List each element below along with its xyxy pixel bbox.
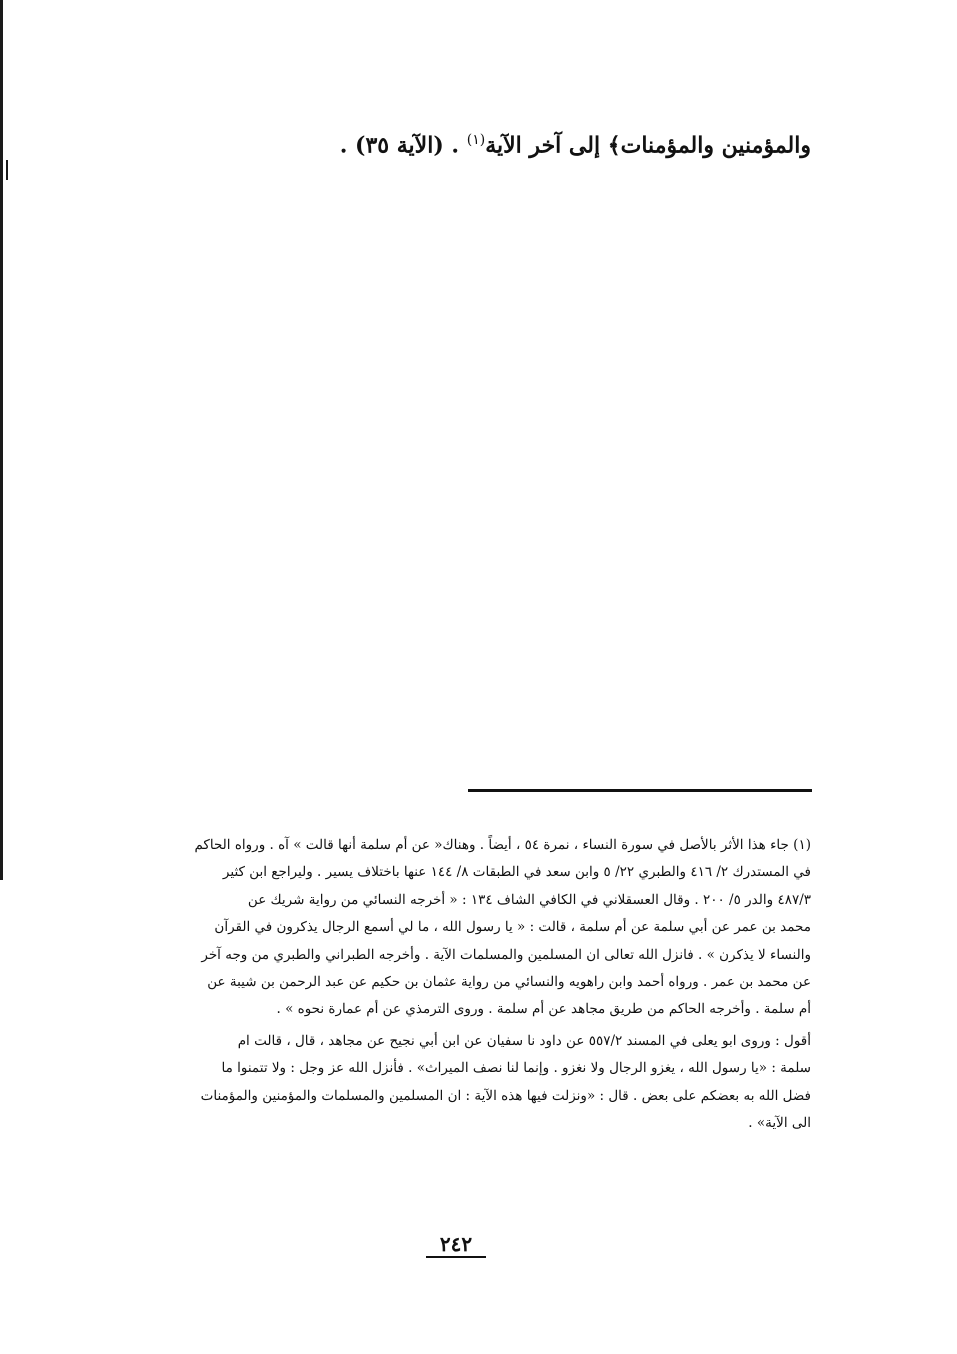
verse-text: والمؤمنين والمؤمنات﴾ إلى آخر الآية	[485, 132, 811, 159]
main-verse-line	[251, 120, 811, 165]
commentary-line: فضل الله به بعضكم على بعض . قال : «ونزلت فيها هذه الآية : ان المسلمين والمسلمات والمؤمنين والمؤمنات	[200, 1087, 811, 1104]
commentary-line: سلمة : «يا رسول الله ، يغزو الرجال ولا نغزو . وإنما لنا نصف الميراث» . فأنزل الله عز وجل : ولا تتمنوا ما	[221, 1060, 811, 1077]
footnote-separator-rule	[468, 789, 812, 792]
footnote-line: في المستدرك ٢/ ٤١٦ والطبري ٢٢/ ٥ وابن سعد في الطبقات ٨/ ١٤٤ عنها باختلاف يسير . وليراجع ابن كثير	[222, 864, 811, 881]
footnotes-block	[121, 832, 811, 1137]
page-number: ٢٤٢	[426, 1232, 486, 1258]
footnote-line: عن محمد بن عمر . ورواه أحمد وابن راهويه والنسائي من رواية عثمان بن حكيم عن عبد الرحمن بن شيبة عن	[207, 973, 811, 990]
scan-edge-mark-small	[6, 160, 8, 180]
footnote-reference: (١)	[466, 132, 486, 148]
footnote-line: والنساء لا يذكرن » . فانزل الله تعالى ان المسلمين والمسلمات الآية . وأخرجه الطبراني والطبري من وجه آخر	[201, 946, 811, 963]
footnote-line: ٤٨٧/٣ والدر ٥/ ٢٠٠ . وقال العسقلاني في الكافي الشاف ١٣٤ : « أخرجه النسائي من رواية شريك عن	[247, 891, 811, 908]
footnote-line: محمد بن عمر عن أبي سلمة عن أم سلمة ، قالت : « يا رسول الله ، ما لي أسمع الرجال يذكرون في القرآن	[214, 919, 811, 936]
verse-citation: . (الآية ٣٥) .	[339, 132, 467, 159]
footnote-line: (١) جاء هذا الأثر بالأصل في سورة النساء ، نمرة ٥٤ ، أيضاً . وهناك« عن أم سلمة أنها قالت » آه . ورواه الحاكم	[194, 837, 811, 853]
scan-edge-mark	[0, 0, 3, 880]
commentary-line: أقول : وروى ابو يعلى في المسند ٥٥٧/٢ عن داود نا سفيان عن ابن أبي نجيح عن مجاهد ، قال ، قالت ام	[237, 1032, 811, 1049]
commentary-line: الى الآية» .	[748, 1114, 811, 1131]
footnote-line: أم سلمة . وأخرجه الحاكم من طريق مجاهد عن أم سلمة . وروى الترمذي عن أم عمارة نحوه » .	[276, 1001, 811, 1018]
